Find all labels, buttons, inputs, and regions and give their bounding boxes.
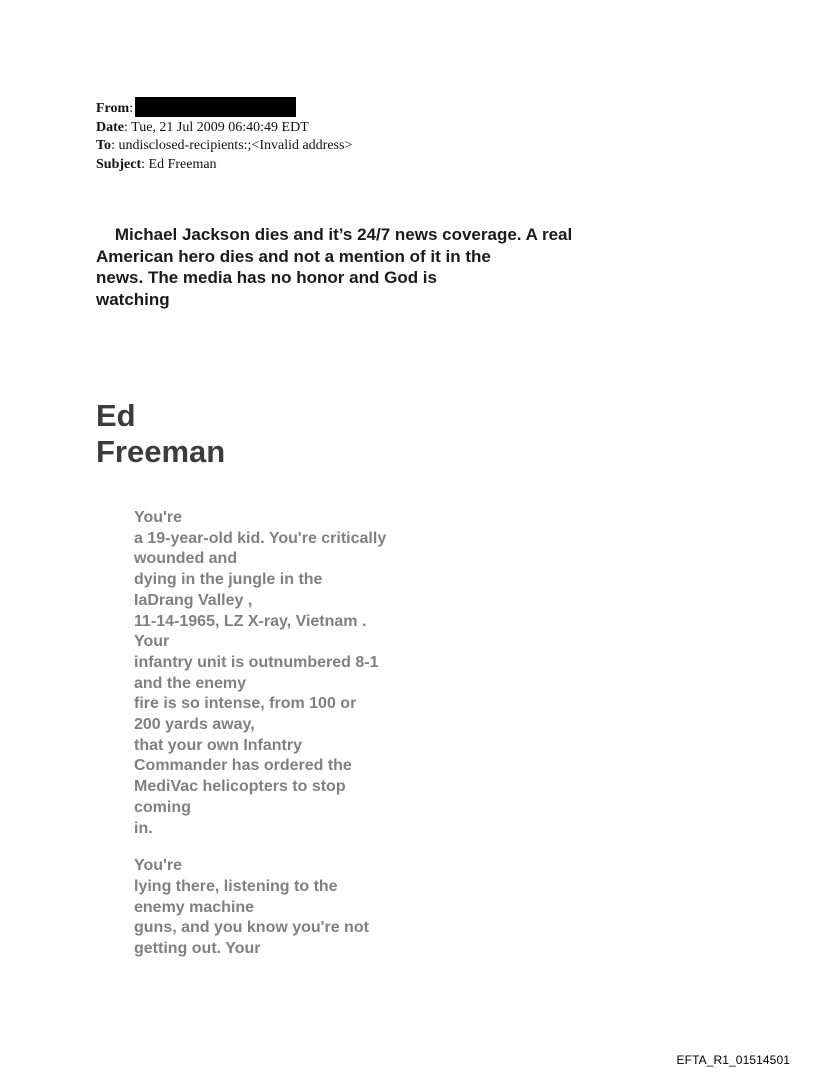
story-line: coming [134,798,191,816]
story-paragraph-2 [134,856,554,960]
date-label: Date [96,119,124,135]
subject-value: Ed Freeman [148,156,217,172]
story-line: a 19-year-old kid. You're critically [134,529,387,547]
title-line: Ed [96,398,136,433]
story-line: fire is so intense, from 100 or [134,695,357,713]
story-line: You're [134,509,182,526]
story-line: enemy machine [134,898,255,916]
story-line: guns, and you know you're not [134,919,369,937]
story-line: wounded and [134,550,238,568]
date-value: Tue, 21 Jul 2009 06:40:49 EDT [131,119,309,135]
to-value: undisclosed-recipients:;<Invalid address> [118,138,353,153]
from-label: From [96,101,130,116]
intro-line: Michael Jackson dies and it’s 24/7 news coverage. A real [96,225,573,244]
story-line: 11-14-1965, LZ X-ray, Vietnam . [134,612,367,630]
story-line: You're [134,857,182,875]
document-id: EFTA_R1_01514501 [676,1053,790,1067]
story-body [134,508,554,960]
date-line: Date: Tue, 21 Jul 2009 06:40:49 EDT [96,119,309,135]
subject-line: Subject: Ed Freeman [96,156,217,172]
redaction-bar [135,97,296,117]
story-line: that your own Infantry [134,736,302,754]
story-line: 200 yards away, [134,716,255,734]
story-line: infantry unit is outnumbered 8-1 [134,653,379,671]
story-line: dying in the jungle in the [134,571,323,589]
from-line: From: [96,97,352,119]
story-line: lying there, listening to the [134,877,338,895]
story-line: and the enemy [134,674,247,692]
title-line: Freeman [96,434,226,469]
intro-line: American hero dies and not a mention of it in the [96,246,491,266]
story-line: Commander has ordered the [134,757,352,775]
to-line: To: undisclosed-recipients:;<Invalid address> [96,138,353,153]
story-line: getting out. Your [134,940,261,958]
story-line: MediVac helicopters to stop [134,778,346,796]
paragraph-gap [134,839,554,856]
intro-line: watching [96,289,170,309]
subject-label: Subject [96,156,142,172]
to-label: To [96,138,112,153]
story-line: IaDrang Valley , [134,591,253,609]
intro-paragraph [96,224,636,310]
story-paragraph-1 [134,508,554,839]
story-line: in. [134,819,153,837]
intro-line: news. The media has no honor and God is [96,268,437,287]
page-title [96,398,225,470]
email-header [96,97,352,174]
story-line: Your [134,633,170,651]
